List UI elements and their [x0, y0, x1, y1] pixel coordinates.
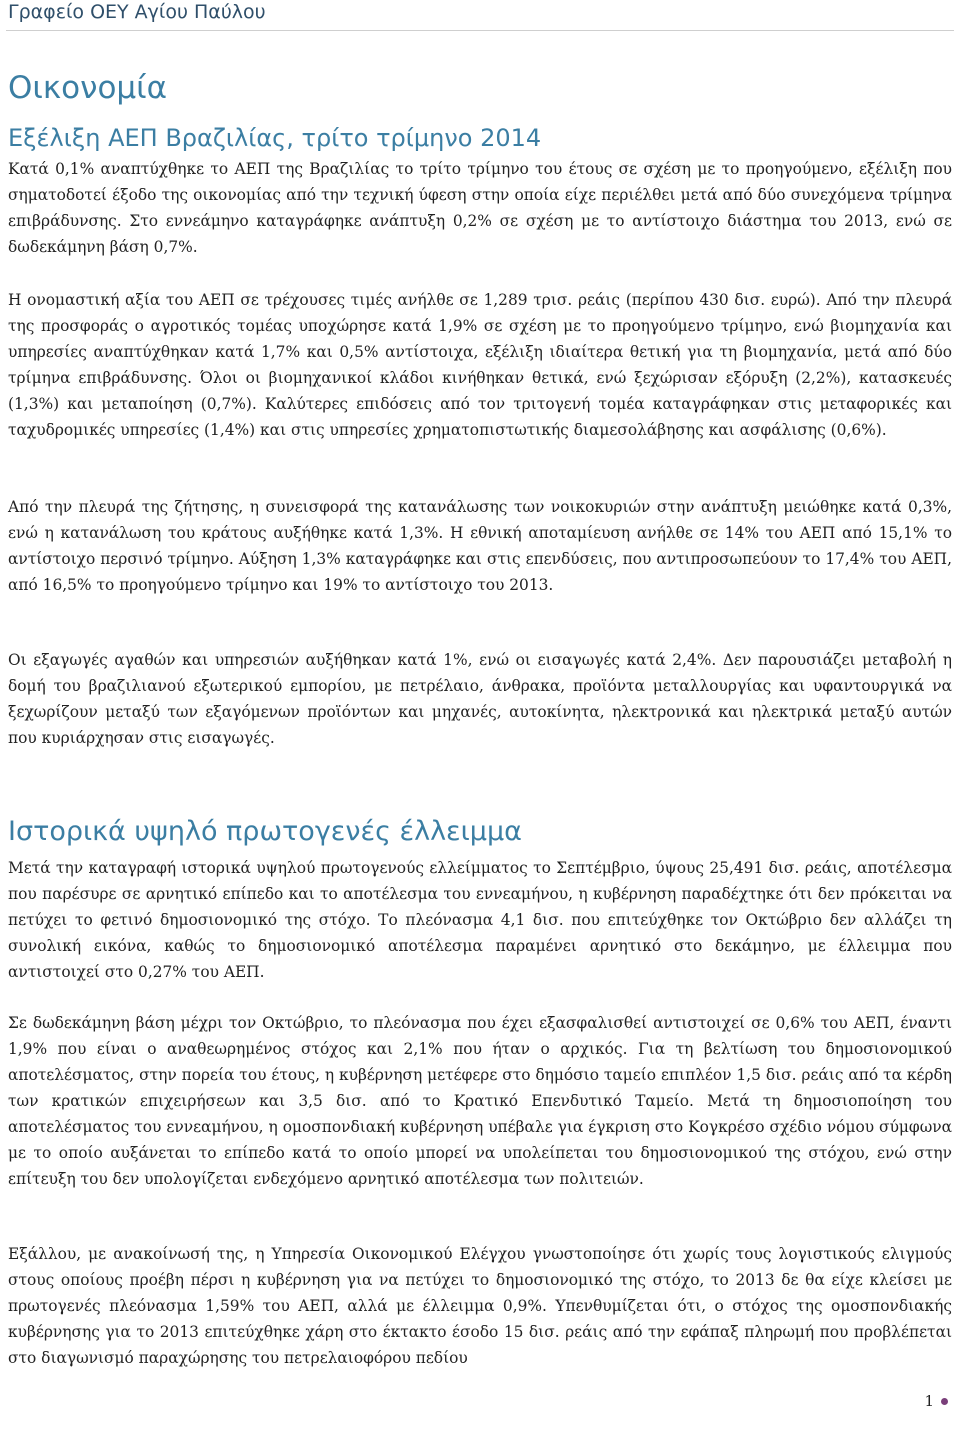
paragraph: Μετά την καταγραφή ιστορικά υψηλού πρωτογενούς ελλείμματος το Σεπτέμβριο, ύψους 25,491 δισ. ρεάις, αποτέλεσμα που παρέσυρε σε αρνητικό επίπεδο και το αποτέλεσμα του εννεαμήνου, η κυβέρνηση παραδέχτηκε ότι δεν πρόκειται να πετύχει το φετινό δημοσιονομικό της στόχο. Το πλεόνασμα 4,1 δισ. που επιτεύχθηκε τον Οκτώβριο δεν αλλάζει τη συνολική εικόνα, καθώς το δημοσιονομικό αποτέλεσμα παραμένει αρνητικό στο δεκάμηνο, με έλλειμμα που αντιστοιχεί στο 0,27% του ΑΕΠ. [8, 859, 952, 981]
section-title-economy: Οικονομία [8, 70, 168, 106]
section-title-primary-deficit: Ιστορικά υψηλό πρωτογενές έλλειμμα [8, 816, 522, 847]
paragraph: Οι εξαγωγές αγαθών και υπηρεσιών αυξήθηκαν κατά 1%, ενώ οι εισαγωγές κατά 2,4%. Δεν παρουσιάζει μεταβολή η δομή του βραζιλιανού εξωτερικού εμπορίου, με πετρέλαιο, άνθρακα, προϊόντα μεταλλουργίας και υφαντουργικά να ξεχωρίζουν μεταξύ των εξαγόμενων προϊόντων και μηχανές, αυτοκίνητα, ηλεκτρονικά και ηλεκτρικά μεταξύ αυτών που κυριάρχησαν στις εισαγωγές. [8, 651, 952, 747]
subtitle-brazil-gdp: Εξέλιξη ΑΕΠ Βραζιλίας, τρίτο τρίμηνο 2014 [8, 124, 542, 152]
paragraph: Η ονομαστική αξία του ΑΕΠ σε τρέχουσες τιμές ανήλθε σε 1,289 τρισ. ρεάις (περίπου 430 δισ. ευρώ). Από την πλευρά της προσφοράς ο αγροτικός τομέας υποχώρησε κατά 1,9% σε σχέση με το προηγούμενο τρίμηνο, ενώ βιομηχανία και υπηρεσίες αναπτύχθηκαν κατά 1,7% και 0,5% αντίστοιχα, εξέλιξη ιδιαίτερα θετική για τη βιομηχανία, μετά από δύο τρίμηνα επιβράδυνσης. Όλοι οι βιομηχανικοί κλάδοι κινήθηκαν θετικά, ενώ ξεχώρισαν εξόρυξη (2,2%), κατασκευές (1,3%) και μεταποίηση (0,7%). Καλύτερες επιδόσεις από τον τριτογενή τομέα καταγράφηκαν στις μεταφορικές και ταχυδρομικές υπηρεσίες (1,4%) και στις υπηρεσίες χρηματοπιστωτικής διαμεσολάβησης και ασφάλισης (0,6%). [8, 291, 952, 439]
page-dot-decoration [941, 1398, 948, 1405]
paragraph: Σε δωδεκάμηνη βάση μέχρι τον Οκτώβριο, το πλεόνασμα που έχει εξασφαλισθεί αντιστοιχεί σε 0,6% του ΑΕΠ, έναντι 1,9% που είναι ο αναθεωρημένος στόχος και 2,1% που ήταν ο αρχικός. Για τη βελτίωση του δημοσιονομικού αποτελέσματος, στην πορεία του έτους, η κυβέρνηση μετέφερε στο δημόσιο ταμείο επιπλέον 1,5 δισ. ρεάις από τα κέρδη των κρατικών επιχειρήσεων και 3,5 δισ. από το Κρατικό Επενδυτικό Ταμείο. Μετά τη δημοσιοποίηση του αποτελέσματος του εννεαμήνου, η ομοσπονδιακή κυβέρνηση υπέβαλε για έγκριση στο Κογκρέσο σχέδιο νόμου σύμφωνα με το οποίο αυξάνεται το επίπεδο κατά το οποίο μπορεί να υπολείπεται του δημοσιονομικού της στόχου, ενώ στην επίτευξη του δεν υπολογίζεται ενδεχόμενο αρνητικό αποτέλεσμα των πολιτειών. [8, 1014, 952, 1188]
paragraph: Κατά 0,1% αναπτύχθηκε το ΑΕΠ της Βραζιλίας το τρίτο τρίμηνο του έτους σε σχέση με το προηγούμενο, εξέλιξη που σηματοδοτεί έξοδο της οικονομίας από την τεχνική ύφεση στην οποία είχε περιέλθει μετά από δύο συνεχόμενα τρίμηνα επιβράδυνσης. Στο εννεάμηνο καταγράφηκε ανάπτυξη 0,2% σε σχέση με το αντίστοιχο διάστημα του 2013, ενώ σε δωδεκάμηνη βάση 0,7%. [8, 160, 952, 256]
paragraph: Από την πλευρά της ζήτησης, η συνεισφορά της κατανάλωσης των νοικοκυριών στην ανάπτυξη μειώθηκε κατά 0,3%, ενώ η κατανάλωση του κράτους αυξήθηκε κατά 1,3%. Η εθνική αποταμίευση ανήλθε σε 14% του ΑΕΠ από 15,1% το αντίστοιχο περσινό τρίμηνο. Αύξηση 1,3% καταγράφηκε και στις επενδύσεις, που αντιπροσωπεύουν το 17,4% του ΑΕΠ, από 16,5% το προηγούμενο τρίμηνο και 19% το αντίστοιχο του 2013. [8, 498, 952, 594]
page-number: 1 [924, 1392, 934, 1410]
page-header [6, 0, 954, 31]
header-title: Γραφείο ΟΕΥ Αγίου Παύλου [8, 1, 266, 23]
paragraph: Εξάλλου, με ανακοίνωσή της, η Υπηρεσία Οικονομικού Ελέγχου γνωστοποίησε ότι χωρίς τους λογιστικούς ελιγμούς στους οποίους προέβη πέρσι η κυβέρνηση για να πετύχει το δημοσιονομικό της στόχο, το 2013 δε θα είχε κλείσει με πρωτογενές πλεόνασμα 1,59% του ΑΕΠ, αλλά με έλλειμμα 0,9%. Υπενθυμίζεται ότι, ο στόχος της ομοσπονδιακής κυβέρνησης για το 2013 επιτεύχθηκε χάρη στο έκτακτο έσοδο 15 δισ. ρεάις από την εφάπαξ πληρωμή που προβλέπεται στο διαγωνισμό παραχώρησης του πετρελαιοφόρου πεδίου [8, 1245, 952, 1367]
